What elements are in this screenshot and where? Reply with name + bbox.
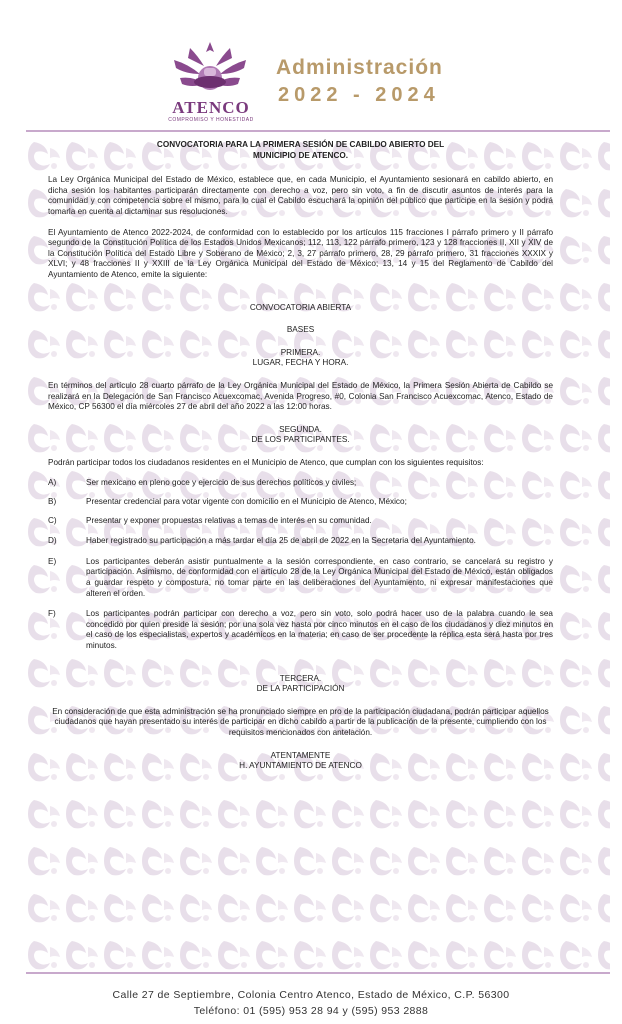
administration-title: Administración: [276, 56, 443, 79]
logo-subtitle: COMPROMISO Y HONESTIDAD: [168, 117, 254, 123]
requirement-item-a: A) Ser mexicano en pleno goce y ejercicio de sus derechos políticos y civiles;: [48, 478, 357, 488]
primera-heading: PRIMERA. LUGAR, FECHA Y HORA.: [252, 347, 349, 368]
requirement-item-d: D) Haber registrado su participación a más tardar el día 25 de abril de 2022 en la Secretaria del Ayuntamiento.: [48, 536, 476, 546]
document-title: CONVOCATORIA PARA LA PRIMERA SESIÓN DE CABILDO ABIERTO DEL MUNICIPIO DE ATENCO.: [156, 140, 445, 160]
legal-basis-paragraph: El Ayuntamiento de Atenco 2022-2024, de conformidad con lo establecido por los artículos 115 fracciones I párrafo primero y II párrafo segundo de la Constitución Política de los Estados Unidos Mexicanos; 112, 113, 122 párrafo primero, 123 y 128 fracciones II, XII y XIV de la Constitución Política del Estado Libre y Soberano de México; 2, 3, 27 párrafo primero, 28, 29 párrafo primero, 31 fracciones XXXIX y XLVI; y 48 fracciones II y XXIII de la Ley Orgánica Municipal del Estado de México; 13, 14 y 15 del Reglamento de Cabildo del Ayuntamiento de Atenco, emite la siguiente:: [48, 227, 553, 279]
intro-paragraph: La Ley Orgánica Municipal del Estado de México, establece que, en cada Municipio, el Ayuntamiento sesionará en cabildo abierto, en dicha sesión los habitantes participarán directamente con derecho a voz, pero sin voto, a fin de discutir asuntos de interés para la comunidad y con competencia sobre el mismo, para lo cual el Cabildo escuchará la opinión del público que participe en la sesión y podrá tomarla en cuenta al dictaminar sus resoluciones.: [48, 175, 553, 216]
requirement-item-c: C) Presentar y exponer propuestas relativas a temas de interés en su comunidad.: [48, 515, 372, 525]
requirement-item-f: F) Los participantes podrán participar con derecho a voz, pero sin voto, solo podrá hacer uso de la palabra cuando le sea concedido por quien preside la sesión; por una sola vez hasta por cinco minutos en el caso de los ciudadanos y diez minutos en el caso de los especialistas, expertos y académicos en la materia; en caso de ser procedente la réplica esta será hasta por tres minutos.: [48, 609, 553, 650]
convocatoria-document: [48, 140, 553, 772]
top-divider: [26, 130, 610, 132]
primera-text: En términos del artículo 28 cuarto párrafo de la Ley Orgánica Municipal del Estado de México, la Primera Sesión Abierta de Cabildo se realizará en la Delegación de San Francisco Acuexcomac, Avenida Progreso, #0, Colonia San Francisco Acuexcomac, Atenco, Estado de México, CP 56300 el día miércoles 27 de abril del año 2022 a las 12:00 horas.: [48, 380, 553, 412]
tercera-text: En consideración de que esta administración se ha pronunciado siempre en pro de la participación ciudadana, podrán participar aquellos ciudadanos que hayan presentado su interés de participar en dicho cabildo a partir de la publicación de la presente, cumpliendo con los requisitos mencionados con antelación.: [52, 706, 549, 737]
footer-phone: Teléfono: 01 (595) 953 28 94 y (595) 953 2888: [193, 1005, 429, 1017]
requirement-item-e: E) Los participantes deberán asistir puntualmente a la sesión correspondiente, en caso contrario, se cancelará su registro y participación. Asimismo, de conformidad con el artículo 28 de la Ley Orgánica Municipal del Estado de México, están obligados a guardar respeto y compostura, no tomar parte en las deliberaciones del Ayuntamiento, ni expresar manifestaciones que alteren el orden.: [48, 556, 553, 598]
signature-block: ATENTAMENTE H. AYUNTAMIENTO DE ATENCO: [239, 750, 362, 771]
tercera-heading: TERCERA. DE LA PARTICIPACIÓN: [256, 673, 345, 694]
administration-years: 2022 - 2024: [278, 84, 440, 106]
bases-heading: BASES: [286, 325, 315, 335]
footer: [0, 987, 622, 1019]
footer-address: Calle 27 de Septiembre, Colonia Centro Atenco, Estado de México, C.P. 56300: [112, 989, 510, 1001]
segunda-text: Podrán participar todos los ciudadanos residentes en el Municipio de Atenco, que cumplan con los siguientes requisitos:: [48, 457, 484, 467]
bottom-divider: [26, 972, 610, 974]
requirement-item-b: B) Presentar credencial para votar vigente con domicilio en el Municipio de Atenco, México;: [48, 497, 407, 507]
letterhead: [0, 0, 622, 130]
convocatoria-abierta-heading: CONVOCATORIA ABIERTA: [249, 302, 352, 312]
segunda-heading: SEGUNDA. DE LOS PARTICIPANTES.: [251, 424, 350, 445]
logo-text: ATENCO: [172, 98, 250, 117]
